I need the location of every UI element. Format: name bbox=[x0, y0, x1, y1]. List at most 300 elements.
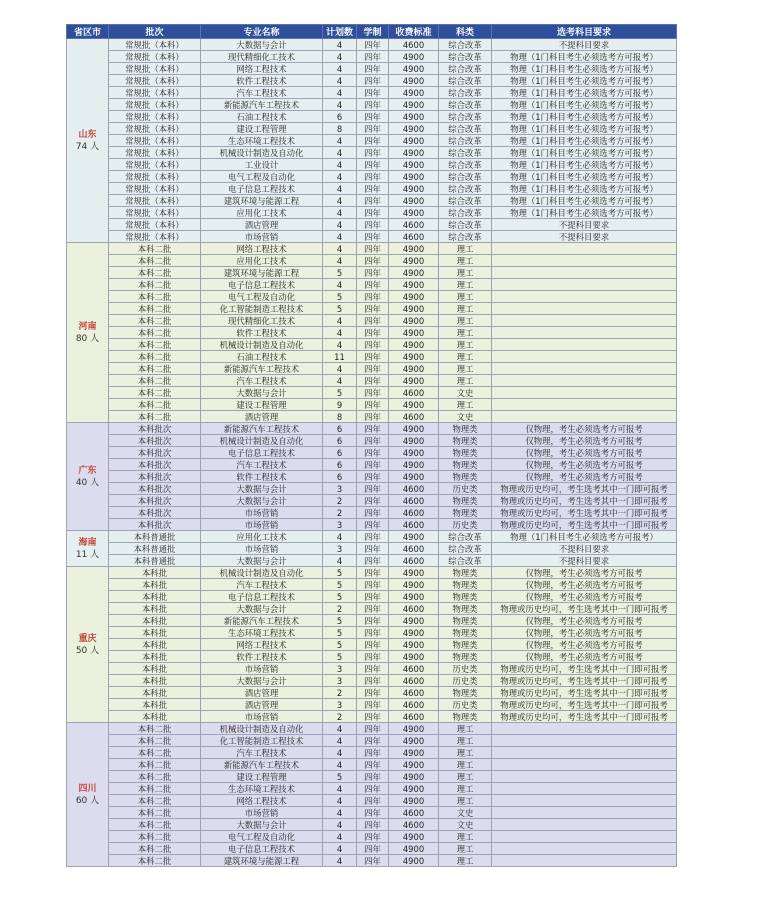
category-cell: 物理类 bbox=[439, 711, 492, 723]
table-row bbox=[67, 147, 677, 159]
tuition-cell: 4900 bbox=[389, 159, 439, 171]
plan-count-cell: 4 bbox=[323, 327, 357, 339]
duration-cell: 四年 bbox=[357, 711, 389, 723]
province-quota: 40 人 bbox=[75, 477, 100, 488]
tuition-cell: 4900 bbox=[389, 639, 439, 651]
plan-count-cell: 4 bbox=[323, 339, 357, 351]
requirement-cell bbox=[492, 255, 677, 267]
requirement-cell bbox=[492, 363, 677, 375]
plan-count-cell: 5 bbox=[323, 291, 357, 303]
major-cell: 汽车工程技术 bbox=[201, 459, 323, 471]
tuition-cell: 4900 bbox=[389, 207, 439, 219]
batch-cell: 常规批（本科） bbox=[109, 111, 201, 123]
duration-cell: 四年 bbox=[357, 567, 389, 579]
duration-cell: 四年 bbox=[357, 555, 389, 567]
duration-cell: 四年 bbox=[357, 351, 389, 363]
major-cell: 新能源汽车工程技术 bbox=[201, 99, 323, 111]
duration-cell: 四年 bbox=[357, 339, 389, 351]
table-row bbox=[67, 243, 677, 255]
plan-count-cell: 4 bbox=[323, 819, 357, 831]
plan-count-cell: 5 bbox=[323, 591, 357, 603]
batch-cell: 本科二批 bbox=[109, 843, 201, 855]
table-row bbox=[67, 819, 677, 831]
batch-cell: 常规批（本科） bbox=[109, 87, 201, 99]
major-cell: 市场营销 bbox=[201, 807, 323, 819]
table-row bbox=[67, 75, 677, 87]
tuition-cell: 4900 bbox=[389, 423, 439, 435]
major-cell: 电子信息工程技术 bbox=[201, 591, 323, 603]
tuition-cell: 4900 bbox=[389, 651, 439, 663]
tuition-cell: 4900 bbox=[389, 279, 439, 291]
duration-cell: 四年 bbox=[357, 279, 389, 291]
duration-cell: 四年 bbox=[357, 255, 389, 267]
tuition-cell: 4900 bbox=[389, 63, 439, 75]
requirement-cell: 物理或历史均可，考生选考其中一门即可报考 bbox=[492, 603, 677, 615]
category-cell: 理工 bbox=[439, 795, 492, 807]
category-cell: 物理类 bbox=[439, 603, 492, 615]
table-row bbox=[67, 471, 677, 483]
duration-cell: 四年 bbox=[357, 435, 389, 447]
duration-cell: 四年 bbox=[357, 111, 389, 123]
plan-count-cell: 3 bbox=[323, 543, 357, 555]
major-cell: 大数据与会计 bbox=[201, 387, 323, 399]
tuition-cell: 4900 bbox=[389, 627, 439, 639]
plan-count-cell: 4 bbox=[323, 147, 357, 159]
table-row bbox=[67, 315, 677, 327]
tuition-cell: 4900 bbox=[389, 435, 439, 447]
duration-cell: 四年 bbox=[357, 831, 389, 843]
plan-count-cell: 5 bbox=[323, 651, 357, 663]
plan-count-cell: 4 bbox=[323, 747, 357, 759]
requirement-cell: 不提科目要求 bbox=[492, 231, 677, 243]
requirement-cell bbox=[492, 303, 677, 315]
duration-cell: 四年 bbox=[357, 639, 389, 651]
batch-cell: 常规批（本科） bbox=[109, 39, 201, 51]
tuition-cell: 4900 bbox=[389, 111, 439, 123]
tuition-cell: 4600 bbox=[389, 231, 439, 243]
requirement-cell: 物理或历史均可，考生选考其中一门即可报考 bbox=[492, 519, 677, 531]
table-row bbox=[67, 507, 677, 519]
category-cell: 物理类 bbox=[439, 651, 492, 663]
plan-count-cell: 4 bbox=[323, 531, 357, 543]
table-header-row bbox=[67, 25, 677, 39]
requirement-cell bbox=[492, 723, 677, 735]
requirement-cell: 仅物理，考生必须选考方可报考 bbox=[492, 651, 677, 663]
category-cell: 理工 bbox=[439, 303, 492, 315]
duration-cell: 四年 bbox=[357, 459, 389, 471]
table-row bbox=[67, 327, 677, 339]
batch-cell: 本科批次 bbox=[109, 519, 201, 531]
category-cell: 物理类 bbox=[439, 567, 492, 579]
category-cell: 理工 bbox=[439, 363, 492, 375]
category-cell: 综合改革 bbox=[439, 75, 492, 87]
plan-count-cell: 4 bbox=[323, 279, 357, 291]
category-cell: 理工 bbox=[439, 375, 492, 387]
table-row bbox=[67, 387, 677, 399]
duration-cell: 四年 bbox=[357, 579, 389, 591]
duration-cell: 四年 bbox=[357, 771, 389, 783]
major-cell: 石油工程技术 bbox=[201, 111, 323, 123]
duration-cell: 四年 bbox=[357, 63, 389, 75]
batch-cell: 本科二批 bbox=[109, 339, 201, 351]
plan-count-cell: 4 bbox=[323, 795, 357, 807]
duration-cell: 四年 bbox=[357, 327, 389, 339]
duration-cell: 四年 bbox=[357, 291, 389, 303]
major-cell: 新能源汽车工程技术 bbox=[201, 615, 323, 627]
category-cell: 历史类 bbox=[439, 663, 492, 675]
category-cell: 理工 bbox=[439, 747, 492, 759]
table-row bbox=[67, 591, 677, 603]
category-cell: 理工 bbox=[439, 279, 492, 291]
category-cell: 综合改革 bbox=[439, 231, 492, 243]
category-cell: 物理类 bbox=[439, 459, 492, 471]
duration-cell: 四年 bbox=[357, 375, 389, 387]
tuition-cell: 4600 bbox=[389, 519, 439, 531]
category-cell: 物理类 bbox=[439, 471, 492, 483]
plan-count-cell: 4 bbox=[323, 195, 357, 207]
requirement-cell: 物理或历史均可，考生选考其中一门即可报考 bbox=[492, 663, 677, 675]
province-name: 山东 bbox=[78, 129, 97, 140]
category-cell: 理工 bbox=[439, 267, 492, 279]
duration-cell: 四年 bbox=[357, 135, 389, 147]
plan-count-cell: 4 bbox=[323, 759, 357, 771]
category-cell: 物理类 bbox=[439, 615, 492, 627]
table-row bbox=[67, 459, 677, 471]
requirement-cell bbox=[492, 351, 677, 363]
table-row bbox=[67, 555, 677, 567]
header-tuition: 收费标准 bbox=[389, 25, 439, 39]
province-name: 四川 bbox=[78, 783, 97, 794]
category-cell: 理工 bbox=[439, 255, 492, 267]
tuition-cell: 4900 bbox=[389, 615, 439, 627]
table-row bbox=[67, 747, 677, 759]
major-cell: 建设工程管理 bbox=[201, 771, 323, 783]
batch-cell: 本科普通批 bbox=[109, 531, 201, 543]
batch-cell: 常规批（本科） bbox=[109, 135, 201, 147]
batch-cell: 本科二批 bbox=[109, 363, 201, 375]
table-row bbox=[67, 483, 677, 495]
category-cell: 理工 bbox=[439, 327, 492, 339]
category-cell: 综合改革 bbox=[439, 135, 492, 147]
duration-cell: 四年 bbox=[357, 447, 389, 459]
batch-cell: 常规批（本科） bbox=[109, 207, 201, 219]
province-cell bbox=[67, 243, 109, 423]
requirement-cell bbox=[492, 327, 677, 339]
plan-count-cell: 4 bbox=[323, 555, 357, 567]
tuition-cell: 4900 bbox=[389, 87, 439, 99]
duration-cell: 四年 bbox=[357, 723, 389, 735]
table-row bbox=[67, 171, 677, 183]
table-row bbox=[67, 687, 677, 699]
duration-cell: 四年 bbox=[357, 843, 389, 855]
major-cell: 机械设计制造及自动化 bbox=[201, 435, 323, 447]
duration-cell: 四年 bbox=[357, 627, 389, 639]
batch-cell: 本科批 bbox=[109, 663, 201, 675]
plan-count-cell: 6 bbox=[323, 447, 357, 459]
plan-count-cell: 4 bbox=[323, 75, 357, 87]
duration-cell: 四年 bbox=[357, 387, 389, 399]
table-row bbox=[67, 759, 677, 771]
duration-cell: 四年 bbox=[357, 795, 389, 807]
major-cell: 新能源汽车工程技术 bbox=[201, 423, 323, 435]
major-cell: 应用化工技术 bbox=[201, 255, 323, 267]
table-row bbox=[67, 711, 677, 723]
tuition-cell: 4900 bbox=[389, 843, 439, 855]
tuition-cell: 4900 bbox=[389, 75, 439, 87]
major-cell: 软件工程技术 bbox=[201, 327, 323, 339]
major-cell: 机械设计制造及自动化 bbox=[201, 147, 323, 159]
batch-cell: 本科二批 bbox=[109, 351, 201, 363]
batch-cell: 本科二批 bbox=[109, 255, 201, 267]
major-cell: 汽车工程技术 bbox=[201, 375, 323, 387]
plan-count-cell: 4 bbox=[323, 375, 357, 387]
requirement-cell: 仅物理，考生必须选考方可报考 bbox=[492, 459, 677, 471]
province-cell bbox=[67, 423, 109, 531]
tuition-cell: 4900 bbox=[389, 723, 439, 735]
major-cell: 机械设计制造及自动化 bbox=[201, 567, 323, 579]
tuition-cell: 4900 bbox=[389, 195, 439, 207]
table-row bbox=[67, 735, 677, 747]
requirement-cell: 物理（1门科目考生必须选考方可报考） bbox=[492, 171, 677, 183]
requirement-cell: 仅物理，考生必须选考方可报考 bbox=[492, 639, 677, 651]
table-row bbox=[67, 783, 677, 795]
major-cell: 电子信息工程技术 bbox=[201, 843, 323, 855]
tuition-cell: 4900 bbox=[389, 327, 439, 339]
plan-count-cell: 4 bbox=[323, 255, 357, 267]
requirement-cell: 物理（1门科目考生必须选考方可报考） bbox=[492, 51, 677, 63]
category-cell: 文史 bbox=[439, 807, 492, 819]
major-cell: 电子信息工程技术 bbox=[201, 447, 323, 459]
duration-cell: 四年 bbox=[357, 759, 389, 771]
requirement-cell: 仅物理，考生必须选考方可报考 bbox=[492, 579, 677, 591]
major-cell: 网络工程技术 bbox=[201, 795, 323, 807]
requirement-cell: 物理（1门科目考生必须选考方可报考） bbox=[492, 63, 677, 75]
batch-cell: 本科二批 bbox=[109, 279, 201, 291]
plan-count-cell: 5 bbox=[323, 579, 357, 591]
requirement-cell: 物理或历史均可，考生选考其中一门即可报考 bbox=[492, 711, 677, 723]
duration-cell: 四年 bbox=[357, 315, 389, 327]
table-row bbox=[67, 723, 677, 735]
duration-cell: 四年 bbox=[357, 51, 389, 63]
tuition-cell: 4900 bbox=[389, 351, 439, 363]
plan-count-cell: 5 bbox=[323, 627, 357, 639]
batch-cell: 本科批 bbox=[109, 651, 201, 663]
tuition-cell: 4900 bbox=[389, 459, 439, 471]
major-cell: 应用化工技术 bbox=[201, 531, 323, 543]
category-cell: 综合改革 bbox=[439, 171, 492, 183]
requirement-cell: 不提科目要求 bbox=[492, 219, 677, 231]
table-row bbox=[67, 39, 677, 51]
batch-cell: 本科二批 bbox=[109, 807, 201, 819]
plan-count-cell: 4 bbox=[323, 843, 357, 855]
tuition-cell: 4900 bbox=[389, 783, 439, 795]
tuition-cell: 4900 bbox=[389, 531, 439, 543]
category-cell: 综合改革 bbox=[439, 555, 492, 567]
major-cell: 汽车工程技术 bbox=[201, 579, 323, 591]
duration-cell: 四年 bbox=[357, 219, 389, 231]
category-cell: 文史 bbox=[439, 411, 492, 423]
plan-count-cell: 2 bbox=[323, 711, 357, 723]
plan-count-cell: 4 bbox=[323, 807, 357, 819]
duration-cell: 四年 bbox=[357, 663, 389, 675]
major-cell: 化工智能制造工程技术 bbox=[201, 735, 323, 747]
batch-cell: 本科二批 bbox=[109, 291, 201, 303]
major-cell: 电子信息工程技术 bbox=[201, 183, 323, 195]
major-cell: 市场营销 bbox=[201, 663, 323, 675]
major-cell: 电气工程及自动化 bbox=[201, 291, 323, 303]
tuition-cell: 4900 bbox=[389, 267, 439, 279]
plan-count-cell: 4 bbox=[323, 99, 357, 111]
batch-cell: 本科二批 bbox=[109, 399, 201, 411]
category-cell: 物理类 bbox=[439, 495, 492, 507]
plan-count-cell: 4 bbox=[323, 219, 357, 231]
duration-cell: 四年 bbox=[357, 783, 389, 795]
category-cell: 理工 bbox=[439, 243, 492, 255]
major-cell: 现代精细化工技术 bbox=[201, 51, 323, 63]
major-cell: 化工智能制造工程技术 bbox=[201, 303, 323, 315]
province-name: 广东 bbox=[78, 465, 97, 476]
major-cell: 应用化工技术 bbox=[201, 207, 323, 219]
category-cell: 综合改革 bbox=[439, 207, 492, 219]
requirement-cell bbox=[492, 771, 677, 783]
tuition-cell: 4600 bbox=[389, 675, 439, 687]
batch-cell: 常规批（本科） bbox=[109, 183, 201, 195]
tuition-cell: 4900 bbox=[389, 171, 439, 183]
category-cell: 理工 bbox=[439, 759, 492, 771]
header-duration: 学制 bbox=[357, 25, 389, 39]
province-cell bbox=[67, 567, 109, 723]
major-cell: 大数据与会计 bbox=[201, 39, 323, 51]
category-cell: 理工 bbox=[439, 339, 492, 351]
province-name: 河南 bbox=[78, 321, 97, 332]
category-cell: 物理类 bbox=[439, 591, 492, 603]
requirement-cell bbox=[492, 807, 677, 819]
requirement-cell: 物理（1门科目考生必须选考方可报考） bbox=[492, 75, 677, 87]
table-row bbox=[67, 519, 677, 531]
tuition-cell: 4900 bbox=[389, 795, 439, 807]
major-cell: 网络工程技术 bbox=[201, 63, 323, 75]
table-row bbox=[67, 423, 677, 435]
requirement-cell bbox=[492, 315, 677, 327]
category-cell: 综合改革 bbox=[439, 531, 492, 543]
major-cell: 生态环境工程技术 bbox=[201, 135, 323, 147]
table-row bbox=[67, 51, 677, 63]
category-cell: 综合改革 bbox=[439, 543, 492, 555]
duration-cell: 四年 bbox=[357, 687, 389, 699]
major-cell: 生态环境工程技术 bbox=[201, 783, 323, 795]
table-row bbox=[67, 651, 677, 663]
table-row bbox=[67, 219, 677, 231]
batch-cell: 本科批 bbox=[109, 627, 201, 639]
category-cell: 物理类 bbox=[439, 447, 492, 459]
table-row bbox=[67, 111, 677, 123]
tuition-cell: 4900 bbox=[389, 363, 439, 375]
tuition-cell: 4900 bbox=[389, 855, 439, 867]
duration-cell: 四年 bbox=[357, 507, 389, 519]
batch-cell: 本科二批 bbox=[109, 747, 201, 759]
tuition-cell: 4600 bbox=[389, 663, 439, 675]
plan-count-cell: 4 bbox=[323, 39, 357, 51]
major-cell: 大数据与会计 bbox=[201, 495, 323, 507]
plan-count-cell: 11 bbox=[323, 351, 357, 363]
plan-count-cell: 3 bbox=[323, 699, 357, 711]
batch-cell: 常规批（本科） bbox=[109, 219, 201, 231]
tuition-cell: 4900 bbox=[389, 471, 439, 483]
tuition-cell: 4600 bbox=[389, 819, 439, 831]
batch-cell: 常规批（本科） bbox=[109, 231, 201, 243]
table-row bbox=[67, 771, 677, 783]
admission-plan-table bbox=[66, 24, 677, 867]
batch-cell: 常规批（本科） bbox=[109, 171, 201, 183]
plan-count-cell: 9 bbox=[323, 399, 357, 411]
duration-cell: 四年 bbox=[357, 615, 389, 627]
duration-cell: 四年 bbox=[357, 471, 389, 483]
table-row bbox=[67, 807, 677, 819]
duration-cell: 四年 bbox=[357, 807, 389, 819]
table-row bbox=[67, 159, 677, 171]
table-row bbox=[67, 63, 677, 75]
batch-cell: 常规批（本科） bbox=[109, 159, 201, 171]
batch-cell: 常规批（本科） bbox=[109, 63, 201, 75]
major-cell: 工业设计 bbox=[201, 159, 323, 171]
major-cell: 软件工程技术 bbox=[201, 651, 323, 663]
plan-count-cell: 6 bbox=[323, 471, 357, 483]
table-row bbox=[67, 831, 677, 843]
category-cell: 理工 bbox=[439, 855, 492, 867]
batch-cell: 常规批（本科） bbox=[109, 75, 201, 87]
batch-cell: 本科批 bbox=[109, 639, 201, 651]
major-cell: 大数据与会计 bbox=[201, 555, 323, 567]
major-cell: 网络工程技术 bbox=[201, 243, 323, 255]
batch-cell: 本科二批 bbox=[109, 243, 201, 255]
requirement-cell: 物理（1门科目考生必须选考方可报考） bbox=[492, 87, 677, 99]
requirement-cell bbox=[492, 855, 677, 867]
duration-cell: 四年 bbox=[357, 675, 389, 687]
requirement-cell bbox=[492, 291, 677, 303]
plan-count-cell: 6 bbox=[323, 459, 357, 471]
table-row bbox=[67, 603, 677, 615]
requirement-cell bbox=[492, 375, 677, 387]
province-cell bbox=[67, 723, 109, 867]
header-province: 省区市 bbox=[67, 25, 109, 39]
tuition-cell: 4600 bbox=[389, 687, 439, 699]
category-cell: 综合改革 bbox=[439, 147, 492, 159]
category-cell: 文史 bbox=[439, 819, 492, 831]
tuition-cell: 4900 bbox=[389, 135, 439, 147]
batch-cell: 本科批 bbox=[109, 615, 201, 627]
plan-count-cell: 4 bbox=[323, 87, 357, 99]
table-row bbox=[67, 267, 677, 279]
plan-count-cell: 4 bbox=[323, 231, 357, 243]
requirement-cell: 不提科目要求 bbox=[492, 555, 677, 567]
category-cell: 物理类 bbox=[439, 639, 492, 651]
tuition-cell: 4900 bbox=[389, 771, 439, 783]
duration-cell: 四年 bbox=[357, 99, 389, 111]
duration-cell: 四年 bbox=[357, 75, 389, 87]
plan-count-cell: 5 bbox=[323, 303, 357, 315]
table-row bbox=[67, 375, 677, 387]
category-cell: 综合改革 bbox=[439, 39, 492, 51]
major-cell: 大数据与会计 bbox=[201, 603, 323, 615]
plan-count-cell: 4 bbox=[323, 207, 357, 219]
duration-cell: 四年 bbox=[357, 231, 389, 243]
batch-cell: 本科批 bbox=[109, 603, 201, 615]
major-cell: 汽车工程技术 bbox=[201, 747, 323, 759]
category-cell: 理工 bbox=[439, 771, 492, 783]
requirement-cell: 物理（1门科目考生必须选考方可报考） bbox=[492, 99, 677, 111]
header-major: 专业名称 bbox=[201, 25, 323, 39]
category-cell: 物理类 bbox=[439, 579, 492, 591]
